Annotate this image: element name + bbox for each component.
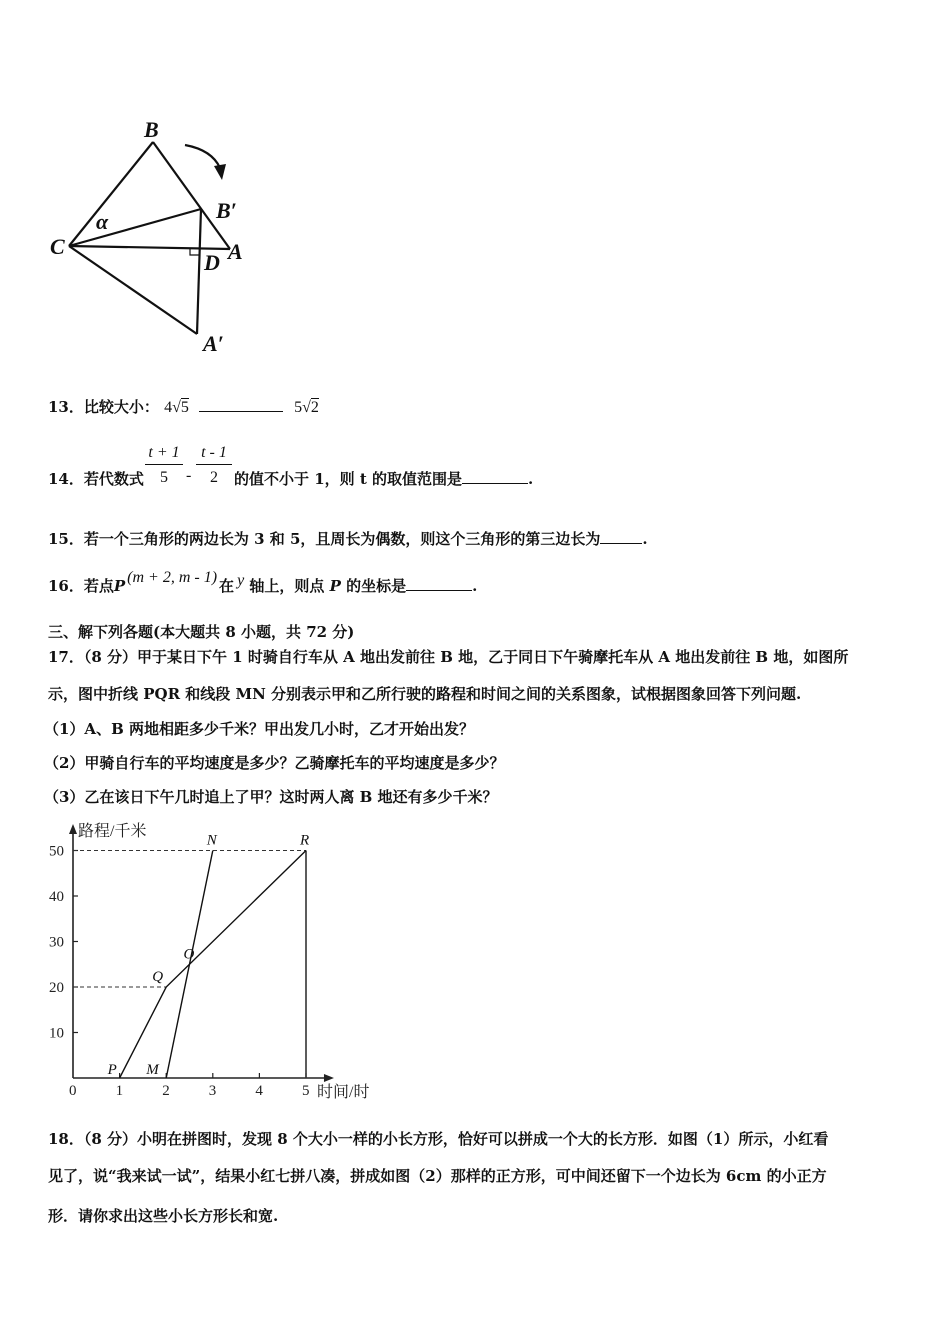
- point-label-n: N: [206, 832, 217, 849]
- q14-tail: [234, 469, 533, 489]
- y-tick-label: 40: [49, 889, 64, 905]
- q13-right-radical: [294, 398, 319, 416]
- x-tick-label: 1: [115, 1083, 124, 1099]
- point-label-q: Q: [152, 969, 164, 985]
- edge-CA-prime: [69, 246, 197, 334]
- question-13: [48, 397, 319, 418]
- y-tick-label: 30: [49, 934, 64, 951]
- chart-xlabel: 时间/时: [317, 1084, 370, 1101]
- q16-end: .: [472, 577, 478, 595]
- rotation-arrowhead: [214, 164, 226, 180]
- q14-fraction-1: [145, 444, 183, 487]
- q16-tail1: 轴上，则点: [244, 577, 330, 595]
- q13-right-coef: 5: [294, 399, 303, 416]
- question-16: [48, 569, 478, 597]
- q16-label: 16．若点: [48, 577, 114, 595]
- series-pqr: [120, 851, 306, 1079]
- edge-B-prime-A-prime: [197, 209, 201, 334]
- y-axis-arrow: [69, 824, 77, 834]
- q13-left-coef: 4: [164, 399, 173, 416]
- point-label-p: P: [107, 1062, 117, 1078]
- label-A-prime: A′: [203, 331, 224, 356]
- label-alpha: α: [96, 209, 109, 234]
- point-label-m: M: [146, 1062, 159, 1078]
- q16-in: 在: [219, 577, 235, 595]
- q14-label: 14．若代数式: [48, 470, 144, 488]
- triangle-rotation-figure: [40, 112, 270, 362]
- sqrt-sign: √: [172, 399, 181, 416]
- rotation-arrow: [185, 145, 220, 168]
- q17-line-1: 17．（8 分）甲于某日下午 1 时骑自行车从 A 地出发前往 B 地，乙于同日下午骑摩托车从 A 地出发前往 B 地，如图所: [48, 648, 849, 666]
- y-tick-label: 50: [49, 843, 64, 860]
- point-label-o: O: [183, 946, 195, 963]
- q14-frac2-numerator: t - 1: [196, 444, 232, 465]
- q16-point-P2: P: [329, 577, 341, 595]
- series-mn: [166, 851, 213, 1079]
- q18-line-3: 形．请你求出这些小长方形长和宽.: [48, 1207, 279, 1225]
- edge-BA: [153, 142, 230, 249]
- label-A: A: [228, 239, 243, 264]
- q14-tail-text: 的值不小于 1，则 t 的取值范围是: [234, 470, 463, 488]
- q13-right-radicand: 2: [310, 399, 319, 416]
- q17-line-2: 示，图中折线 PQR 和线段 MN 分别表示甲和乙所行驶的路程和时间之间的关系图象，试根据图象回答下列问题.: [48, 685, 802, 703]
- label-C: C: [50, 234, 65, 259]
- q17-sub-1: （1）A、B 两地相距多少千米？甲出发几小时，乙才开始出发？: [44, 720, 474, 738]
- x-tick-label: 5: [302, 1083, 310, 1099]
- q14-end: .: [528, 470, 534, 488]
- q15-text: 15．若一个三角形的两边长为 3 和 5，且周长为偶数，则这个三角形的第三边长为: [48, 530, 601, 548]
- q14-frac1-numerator: t + 1: [145, 444, 183, 465]
- question-15: [48, 529, 648, 549]
- q15-end: .: [642, 530, 648, 548]
- x-axis-arrow: [324, 1074, 334, 1082]
- q18-line-1: 18．（8 分）小明在拼图时，发现 8 个大小一样的小长方形，恰好可以拼成一个大的长方形．如图（1）所示，小红看: [48, 1130, 829, 1148]
- label-B-prime: B′: [216, 198, 237, 223]
- q14-frac1-denominator: 5: [160, 469, 168, 486]
- label-D: D: [204, 250, 220, 275]
- q15-answer-blank[interactable]: [600, 529, 642, 544]
- q14-frac2-denominator: 2: [210, 469, 218, 486]
- edge-CA: [69, 246, 230, 249]
- chart-ylabel: 路程/千米: [78, 823, 147, 840]
- q14-minus: -: [186, 467, 192, 484]
- q13-answer-blank[interactable]: [199, 397, 283, 412]
- q14-answer-blank[interactable]: [462, 469, 528, 484]
- x-tick-label: 3: [208, 1083, 217, 1099]
- edge-CB-prime: [69, 209, 201, 246]
- q16-y-axis: y: [237, 572, 245, 589]
- q13-label: 13．比较大小：: [48, 398, 159, 416]
- section-3-title: 三、解下列各题(本大题共 8 小题，共 72 分): [48, 623, 355, 641]
- sqrt-sign: √: [302, 399, 311, 416]
- q18-line-2: 见了，说“我来试一试”，结果小红七拼八凑，拼成如图（2）那样的正方形，可中间还留下一个边长为 6cm 的小正方: [48, 1167, 827, 1185]
- q16-point-P: P: [113, 577, 126, 595]
- q16-tail2: 的坐标是: [340, 577, 407, 595]
- point-label-r: R: [300, 832, 310, 849]
- q13-left-radicand: 5: [180, 399, 189, 416]
- q16-answer-blank[interactable]: [406, 576, 472, 591]
- label-B: B: [144, 117, 159, 142]
- x-tick-label: 2: [162, 1083, 170, 1099]
- distance-time-chart: [40, 818, 385, 1108]
- q17-sub-3: （3）乙在该日下午几时追上了甲？这时两人离 B 地还有多少千米？: [44, 788, 498, 806]
- q14-fraction-2: [196, 444, 232, 487]
- q16-coordinate: (m + 2, m - 1): [127, 569, 218, 586]
- y-tick-label: 20: [49, 980, 64, 996]
- x-tick-label: 0: [69, 1083, 77, 1099]
- q13-left-radical: [164, 398, 193, 416]
- edge-BC: [69, 142, 153, 246]
- y-tick-label: 10: [49, 1025, 64, 1042]
- x-tick-label: 4: [255, 1083, 263, 1099]
- q17-sub-2: （2）甲骑自行车的平均速度是多少？乙骑摩托车的平均速度是多少？: [44, 754, 505, 772]
